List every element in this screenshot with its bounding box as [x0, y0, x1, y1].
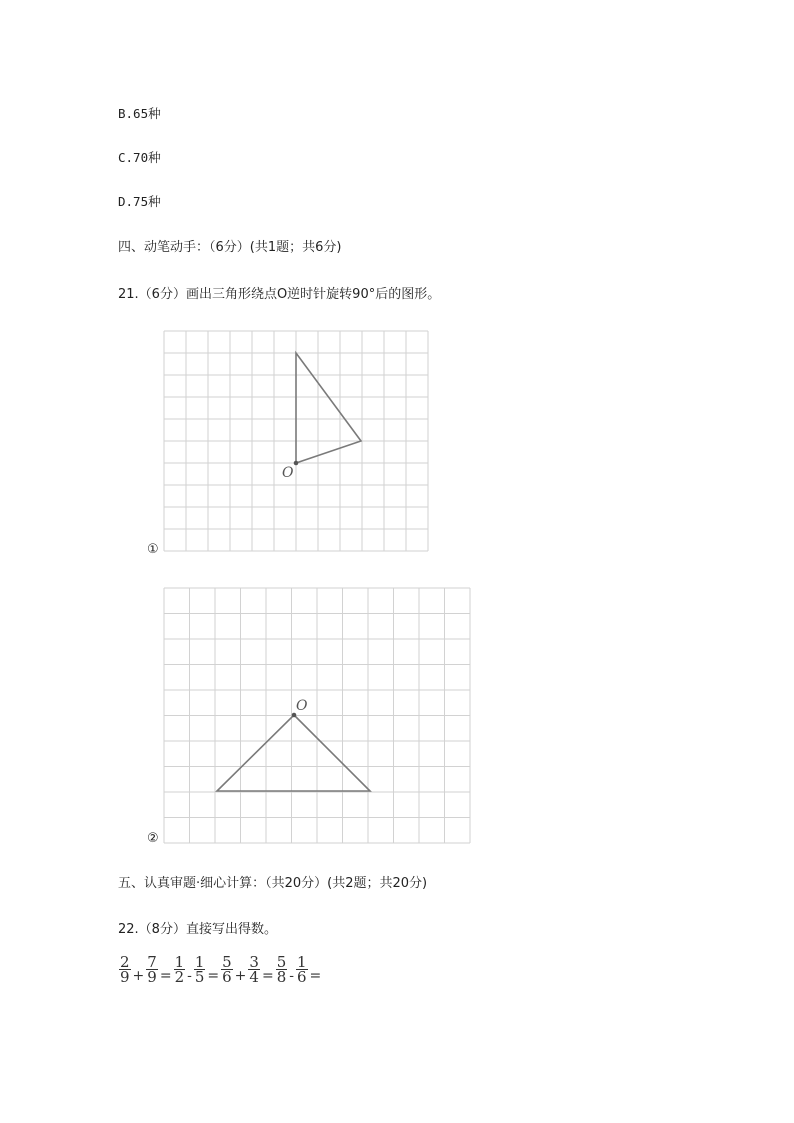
equals-sign: = [159, 967, 172, 984]
operator: - [289, 967, 294, 984]
fraction-expressions [118, 955, 322, 984]
fraction: $\frac{1}{5}$ [194, 953, 205, 986]
option-c: C.70种 [118, 150, 161, 165]
fraction: $\frac{7}{9}$ [147, 953, 157, 986]
operator: + [234, 967, 247, 984]
fraction: $\frac{1}{6}$ [296, 953, 307, 986]
grid-figure-1 [160, 328, 430, 554]
fraction: $\frac{1}{2}$ [174, 953, 185, 986]
option-b: B.65种 [118, 106, 161, 121]
fraction: $\frac{5}{8}$ [276, 953, 287, 986]
triangle [296, 353, 361, 463]
point-o-label: O [282, 465, 294, 481]
section-4-heading: 四、动笔动手：（6分）(共1题；共6分) [118, 240, 342, 255]
question-21: 21.（6分）画出三角形绕点O逆时针旋转90°后的图形。 [118, 287, 441, 302]
equals-sign: = [261, 967, 274, 984]
fraction: $\frac{2}{9}$ [120, 953, 130, 986]
equals-sign: = [207, 967, 220, 984]
figure-1-marker: ① [147, 542, 159, 557]
triangle [217, 715, 370, 791]
figure-2-marker: ② [147, 831, 159, 846]
point-o [294, 461, 299, 466]
operator: - [187, 967, 192, 984]
grid-figure-2 [160, 585, 476, 845]
fraction: $\frac{3}{4}$ [249, 953, 259, 986]
section-5-heading: 五、认真审题·细心计算：（共20分）(共2题；共20分) [118, 876, 428, 891]
operator: + [132, 967, 145, 984]
option-d: D.75种 [118, 194, 161, 209]
question-22: 22.（8分）直接写出得数。 [118, 922, 277, 937]
equals-sign: = [309, 967, 322, 984]
fraction: $\frac{5}{6}$ [222, 953, 232, 986]
point-o-label: O [296, 698, 308, 714]
